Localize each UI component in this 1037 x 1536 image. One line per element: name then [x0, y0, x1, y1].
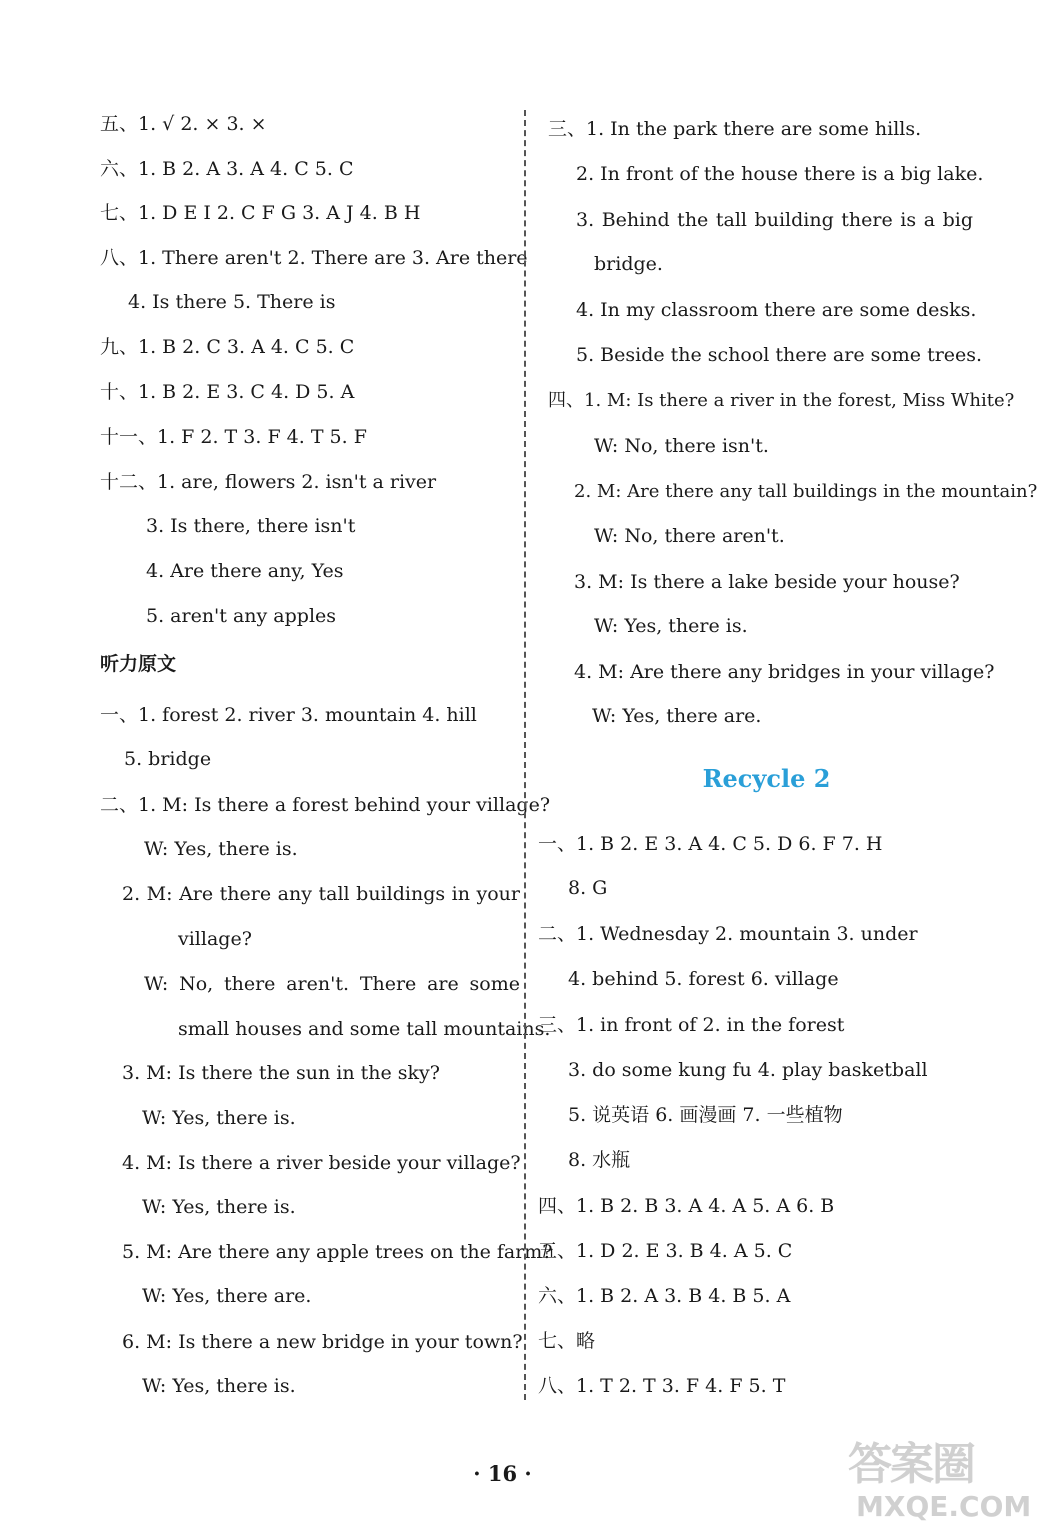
answer-line: 4. M: Are there any bridges in your village? [574, 661, 995, 683]
watermark-text: 答案圈 [848, 1439, 974, 1490]
answer-line: 二、1. M: Is there a forest behind your village? [100, 794, 551, 816]
answer-line: 4. M: Is there a river beside your village? [122, 1152, 521, 1174]
column-divider [524, 110, 526, 1400]
answer-line: 一、1. B 2. E 3. A 4. C 5. D 6. F 7. H [538, 833, 883, 855]
answer-line: W: Yes, there is. [142, 1375, 296, 1397]
answer-line: 3. do some kung fu 4. play basketball [568, 1059, 928, 1081]
answer-line: 8. G [568, 877, 608, 899]
answer-line: 四、1. M: Is there a river in the forest, Miss White? [548, 390, 1015, 411]
answer-line: 九、1. B 2. C 3. A 4. C 5. C [100, 336, 355, 358]
answer-line: 4. Are there any, Yes [146, 560, 344, 582]
answer-line: 八、1. There aren't 2. There are 3. Are there [100, 247, 528, 269]
answer-line: village? [178, 928, 252, 950]
section-title: Recycle 2 [702, 764, 831, 793]
answer-line: 3. Is there, there isn't [146, 515, 356, 537]
answer-line: 十一、1. F 2. T 3. F 4. T 5. F [100, 426, 367, 448]
answer-line: small houses and some tall mountains. [178, 1018, 551, 1040]
answer-line: 3. Behind the tall building there is a big [576, 209, 973, 231]
answer-line: 5. bridge [124, 748, 212, 770]
answer-line: W: Yes, there is. [142, 1107, 296, 1129]
answer-line: 3. M: Is there a lake beside your house? [574, 571, 960, 593]
answer-line: 5. 说英语 6. 画漫画 7. 一些植物 [568, 1104, 843, 1126]
answer-line: W: Yes, there are. [592, 705, 762, 727]
answer-line: 5. aren't any apples [146, 605, 337, 627]
answer-line: 六、1. B 2. A 3. A 4. C 5. C [100, 158, 354, 180]
answer-line: 2. M: Are there any tall buildings in the mountain? [574, 481, 1037, 502]
answer-line: 五、1. D 2. E 3. B 4. A 5. C [538, 1240, 793, 1262]
answer-line: 3. M: Is there the sun in the sky? [122, 1062, 440, 1084]
answer-line: 4. behind 5. forest 6. village [568, 968, 839, 990]
answer-line: 4. In my classroom there are some desks. [576, 299, 977, 321]
answer-line: 六、1. B 2. A 3. B 4. B 5. A [538, 1285, 791, 1307]
answer-line: 4. Is there 5. There is [128, 291, 336, 313]
answer-line: W: No, there aren't. [594, 525, 785, 547]
answer-line: 8. 水瓶 [568, 1149, 631, 1171]
answer-line: W: Yes, there is. [142, 1196, 296, 1218]
watermark-logo [848, 1439, 1032, 1530]
section-heading: 听力原文 [100, 653, 177, 675]
watermark-url: MXQE.COM [856, 1490, 1032, 1523]
answer-line: W: Yes, there is. [144, 838, 298, 860]
answer-line: 2. In front of the house there is a big lake. [576, 163, 984, 185]
answer-line: 三、1. In the park there are some hills. [548, 118, 922, 140]
answer-line: 5. M: Are there any apple trees on the farm? [122, 1241, 553, 1263]
answer-line: 四、1. B 2. B 3. A 4. A 5. A 6. B [538, 1195, 835, 1217]
answer-line: W: No, there isn't. [594, 435, 769, 457]
answer-line: 6. M: Is there a new bridge in your town? [122, 1331, 523, 1353]
answer-line: W: No, there aren't. There are some [144, 973, 520, 995]
answer-line: W: Yes, there is. [594, 615, 748, 637]
answer-line: 十二、1. are, flowers 2. isn't a river [100, 471, 437, 493]
answer-line: 七、略 [538, 1330, 596, 1352]
answer-line: 一、1. forest 2. river 3. mountain 4. hill [100, 704, 477, 726]
answer-line: 二、1. Wednesday 2. mountain 3. under [538, 923, 918, 945]
answer-line: 五、1. √ 2. × 3. × [100, 113, 267, 135]
answer-line: 2. M: Are there any tall buildings in your [122, 883, 520, 905]
answer-line: 八、1. T 2. T 3. F 4. F 5. T [538, 1375, 786, 1397]
answer-line: 三、1. in front of 2. in the forest [538, 1014, 845, 1036]
answer-line: bridge. [594, 253, 663, 275]
answer-line: 七、1. D E I 2. C F G 3. A J 4. B H [100, 202, 421, 224]
answer-line: 十、1. B 2. E 3. C 4. D 5. A [100, 381, 355, 403]
page-number: · 16 · [473, 1461, 532, 1486]
answer-line: W: Yes, there are. [142, 1285, 312, 1307]
answer-line: 5. Beside the school there are some trees. [576, 344, 983, 366]
